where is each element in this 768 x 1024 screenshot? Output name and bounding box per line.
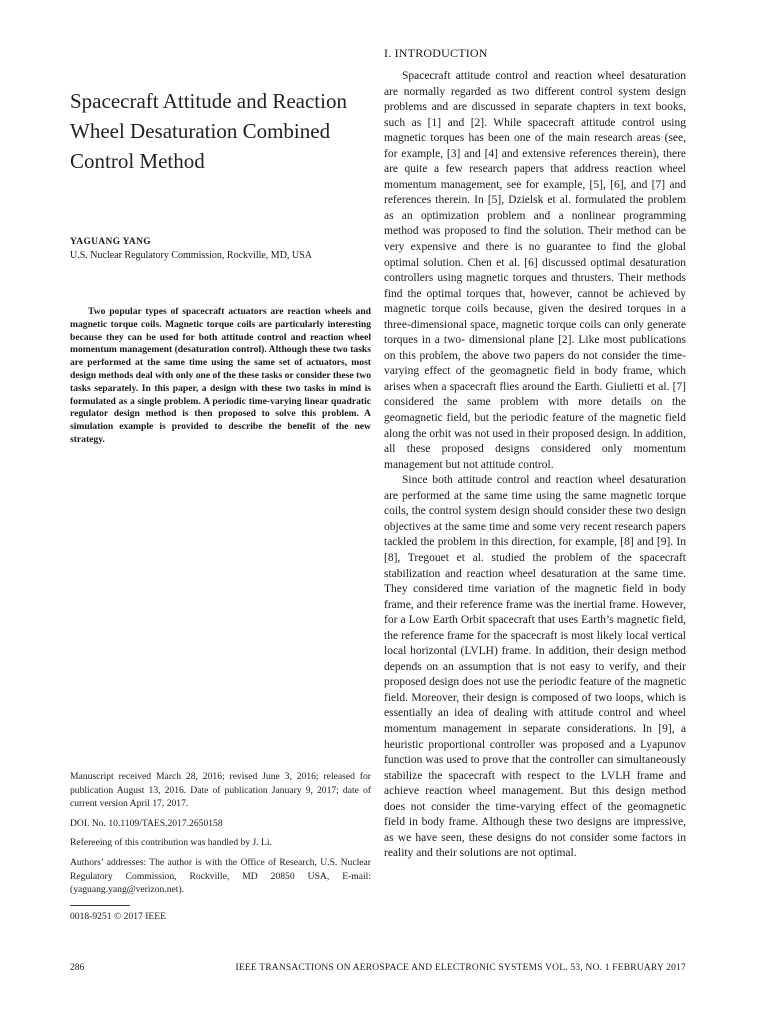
- introduction-body: [384, 69, 686, 862]
- paper-title: Spacecraft Attitude and Reaction Wheel Desaturation Combined Control Method: [70, 89, 347, 173]
- intro-paragraph-1: Spacecraft attitude control and reaction wheel desaturation are normally regarded as two different control system design problems and are discussed in separate chapters in text books, such as [1] and [2]. While spacecraft attitude control using magnetic torques has been one of the main research areas (see, for example, [3] and [4] and extensive references therein), there are quite a few research papers that address reaction wheel momentum management, see for example, [5], [6], and [7] and references therein. In [5], Dzielsk et al. formulated the problem as an optimization problem and a nonlinear programming method was proposed to find the solution. Their method can be very expensive and there is no guarantee to find the global optimal solution. Chen et al. [6] discussed optimal desaturation controllers using magnetic torques and thrusters. Their methods find the optimal torques that, however, cannot be achieved by magnetic torque coils because, given the desired torques in a three-dimensional space, magnetic torque coils can only generate torques in a two- dimensional plane [2]. Like most publications on this problem, the above two papers do not consider the time-varying effect of the geomagnetic field in body frame, which arises when a spacecraft flies around the Earth. Giulietti et al. [7] considered the same problem with more details on the geomagnetic field, but the periodic feature of the magnetic field along the orbit was not used in their proposed design. In addition, all these proposed designs considered only momentum management but not attitude control.: [384, 70, 686, 471]
- manuscript-dates: Manuscript received March 28, 2016; revised June 3, 2016; released for publication August 13, 2016. Date of publication January 9, 2017; date of current version April 17, 2017.: [70, 771, 371, 810]
- section-heading: I. INTRODUCTION: [384, 46, 488, 60]
- refereeing-note: Refereeing of this contribution was handled by J. Li.: [70, 837, 272, 849]
- author-affiliation: U.S. Nuclear Regulatory Commission, Rockville, MD, USA: [70, 250, 312, 261]
- abstract: Two popular types of spacecraft actuators are reaction wheels and magnetic torque coils. Magnetic torque coils are particularly interesting because they can be used for both attitude control and reaction wheel momentum management (desaturation control). Although these two tasks are performed at the same time using the same set of actuators, most design methods deal with only one of the these tasks or consider these two tasks separately. In this paper, a design with these two tasks in mind is formulated as a single problem. A periodic time-varying linear quadratic regulator design method is then proposed to solve this problem. A simulation example is provided to describe the benefit of the new strategy.: [70, 306, 371, 445]
- copyright-note: 0018-9251 © 2017 IEEE: [70, 910, 167, 922]
- author-name: YAGUANG YANG: [70, 237, 151, 247]
- doi-note: DOI. No. 10.1109/TAES.2017.2650158: [70, 817, 223, 829]
- footnotes: [70, 770, 371, 929]
- journal-citation: IEEE TRANSACTIONS ON AEROSPACE AND ELECTRONIC SYSTEMS VOL. 53, NO. 1 FEBRUARY 2017: [235, 963, 686, 973]
- intro-paragraph-2: Since both attitude control and reaction wheel desaturation are performed at the same time using the same magnetic torque coils, the control system design should consider these two design objectives at the same time and some very recent research papers tackled the problem in this direction, for example, [8] and [9]. In [8], Tregouet et al. studied the problem of the spacecraft stabilization and reaction wheel desaturation at the same time. They considered time variation of the magnetic field in body frame, and their reference frame was the inertial frame. However, for a Low Earth Orbit spacecraft that uses Earth’s magnetic field, the reference frame for the spacecraft is most likely local vertical local horizontal (LVLH) frame. In addition, their design method depends on an assumption that is not easy to verify, and their proposed design does not use the periodic feature of the magnetic field. Moreover, their design is composed of two loops, which is essentially an idea of dealing with attitude control and wheel momentum management in separate considerations. In [9], a heuristic proportional controller was proposed and a Lyapunov function was used to prove that the controller can simultaneously stabilize the spacecraft with respect to the LVLH frame and achieve reaction wheel management. But this design method does not consider the time-varying effect of the geomagnetic field in body frame. Although these two designs are impressive, as we have seen, these designs do not consider some factors in reality and their solutions are not optimal.: [384, 474, 686, 860]
- page-number: 286: [70, 963, 85, 973]
- footnote-divider: [70, 905, 130, 906]
- author-address-note: Authors’ addresses: The author is with the Office of Research, U.S. Nuclear Regulatory Commission, Rockville, MD 20850 USA, E-mail: (yaguang.yang@verizon.net).: [70, 856, 371, 896]
